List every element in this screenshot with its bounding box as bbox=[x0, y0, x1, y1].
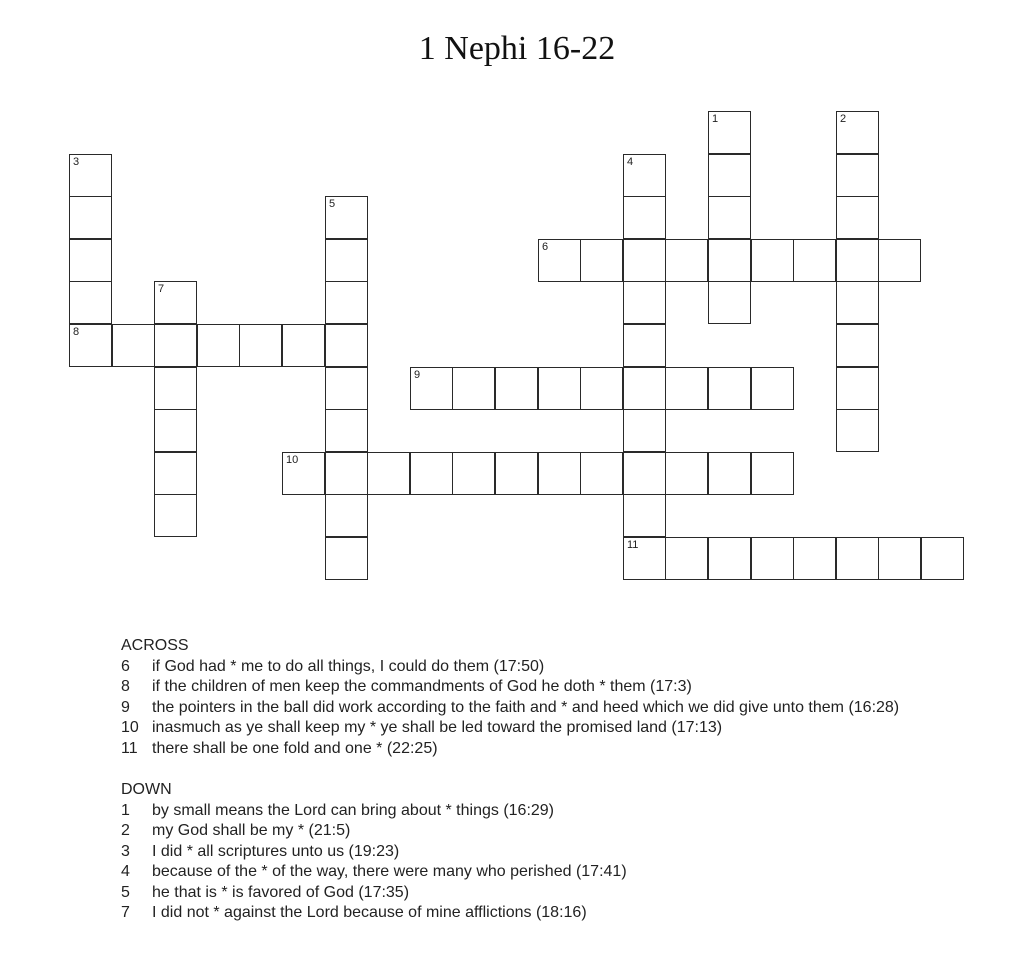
grid-cell[interactable] bbox=[282, 452, 325, 495]
grid-cell[interactable] bbox=[836, 281, 879, 324]
grid-cell[interactable] bbox=[580, 367, 623, 410]
grid-cell[interactable] bbox=[836, 324, 879, 367]
grid-cell[interactable] bbox=[751, 239, 794, 282]
grid-cell[interactable] bbox=[836, 537, 879, 580]
clue-text: if the children of men keep the commandments of God he doth * them (17:3) bbox=[152, 678, 692, 695]
grid-cell[interactable] bbox=[708, 154, 751, 197]
cell-number: 6 bbox=[542, 241, 549, 253]
grid-cell[interactable] bbox=[538, 452, 581, 495]
across-clue bbox=[121, 698, 941, 719]
clue-number: 1 bbox=[121, 801, 130, 819]
grid-cell[interactable] bbox=[665, 452, 708, 495]
grid-cell[interactable] bbox=[623, 494, 666, 537]
grid-cell[interactable] bbox=[69, 196, 112, 239]
grid-cell[interactable] bbox=[836, 409, 879, 452]
down-section bbox=[121, 780, 941, 924]
grid-cell[interactable] bbox=[623, 281, 666, 324]
grid-cell[interactable] bbox=[197, 324, 240, 367]
cell-number: 1 bbox=[712, 113, 719, 125]
down-clue bbox=[121, 842, 941, 863]
grid-cell[interactable] bbox=[793, 537, 836, 580]
grid-cell[interactable] bbox=[623, 239, 666, 282]
cell-number: 8 bbox=[73, 326, 80, 338]
grid-cell[interactable] bbox=[836, 111, 879, 154]
grid-cell[interactable] bbox=[69, 239, 112, 282]
down-clue-list bbox=[121, 801, 941, 924]
cell-number: 11 bbox=[627, 539, 639, 551]
clue-text: my God shall be my * (21:5) bbox=[152, 822, 351, 839]
grid-cell[interactable] bbox=[325, 281, 368, 324]
across-section bbox=[121, 636, 941, 759]
grid-cell[interactable] bbox=[623, 452, 666, 495]
grid-cell[interactable] bbox=[665, 537, 708, 580]
grid-cell[interactable] bbox=[538, 367, 581, 410]
clue-number: 11 bbox=[121, 739, 138, 757]
grid-cell[interactable] bbox=[708, 111, 751, 154]
cell-number: 9 bbox=[414, 369, 421, 381]
clue-text: he that is * is favored of God (17:35) bbox=[152, 883, 410, 901]
grid-cell[interactable] bbox=[665, 239, 708, 282]
grid-cell[interactable] bbox=[410, 367, 453, 410]
grid-cell[interactable] bbox=[112, 324, 155, 367]
clue-text: inasmuch as ye shall keep my * ye shall be led toward the promised land (17:13) bbox=[152, 719, 723, 736]
grid-cell[interactable] bbox=[325, 196, 368, 239]
grid-cell[interactable] bbox=[878, 239, 921, 282]
grid-cell[interactable] bbox=[69, 324, 112, 367]
grid-cell[interactable] bbox=[154, 494, 197, 537]
grid-cell[interactable] bbox=[580, 452, 623, 495]
across-clue bbox=[121, 657, 941, 678]
puzzle-title: 1 Nephi 16-22 bbox=[418, 30, 616, 67]
grid-cell[interactable] bbox=[538, 239, 581, 282]
grid-cell[interactable] bbox=[495, 367, 538, 410]
grid-cell[interactable] bbox=[325, 452, 368, 495]
clue-text: there shall be one fold and one * (22:25) bbox=[152, 739, 438, 757]
grid-cell[interactable] bbox=[623, 154, 666, 197]
grid-cell[interactable] bbox=[751, 452, 794, 495]
down-clue bbox=[121, 883, 941, 904]
clue-text: by small means the Lord can bring about * things (16:29) bbox=[152, 801, 555, 819]
clue-number: 3 bbox=[121, 842, 130, 860]
grid-cell[interactable] bbox=[239, 324, 282, 367]
clue-number: 10 bbox=[121, 719, 139, 736]
grid-cell[interactable] bbox=[708, 239, 751, 282]
grid-cell[interactable] bbox=[69, 281, 112, 324]
across-clue-list bbox=[121, 657, 941, 760]
grid-cell[interactable] bbox=[708, 452, 751, 495]
clue-number: 9 bbox=[121, 698, 130, 716]
cell-number: 3 bbox=[73, 156, 80, 168]
grid-cell[interactable] bbox=[495, 452, 538, 495]
down-heading: DOWN bbox=[121, 781, 172, 798]
grid-cell[interactable] bbox=[623, 409, 666, 452]
grid-cell[interactable] bbox=[154, 452, 197, 495]
grid-cell[interactable] bbox=[154, 324, 197, 367]
clue-number: 7 bbox=[121, 904, 130, 921]
grid-cell[interactable] bbox=[623, 196, 666, 239]
clue-number: 4 bbox=[121, 863, 130, 880]
across-clue bbox=[121, 739, 941, 760]
grid-cell[interactable] bbox=[836, 367, 879, 410]
grid-cell[interactable] bbox=[580, 239, 623, 282]
clue-text: I did * all scriptures unto us (19:23) bbox=[152, 842, 400, 860]
down-clue bbox=[121, 903, 941, 924]
clue-number: 8 bbox=[121, 678, 130, 695]
clues-panel bbox=[121, 636, 941, 924]
across-clue bbox=[121, 718, 941, 739]
grid-cell[interactable] bbox=[751, 537, 794, 580]
cell-number: 2 bbox=[840, 113, 847, 125]
grid-cell[interactable] bbox=[751, 367, 794, 410]
grid-cell[interactable] bbox=[367, 452, 410, 495]
clue-text: if God had * me to do all things, I could do them (17:50) bbox=[152, 657, 545, 675]
grid-cell[interactable] bbox=[154, 409, 197, 452]
grid-cell[interactable] bbox=[623, 537, 666, 580]
grid-cell[interactable] bbox=[325, 494, 368, 537]
grid-cell[interactable] bbox=[623, 367, 666, 410]
grid-cell[interactable] bbox=[154, 367, 197, 410]
grid-cell[interactable] bbox=[325, 239, 368, 282]
grid-cell[interactable] bbox=[325, 367, 368, 410]
clue-text: I did not * against the Lord because of mine afflictions (18:16) bbox=[152, 904, 587, 921]
grid-cell[interactable] bbox=[708, 367, 751, 410]
grid-cell[interactable] bbox=[836, 196, 879, 239]
clue-text: because of the * of the way, there were many who perished (17:41) bbox=[152, 863, 627, 880]
grid-cell[interactable] bbox=[69, 154, 112, 197]
grid-cell[interactable] bbox=[410, 452, 453, 495]
cell-number: 4 bbox=[627, 156, 634, 168]
grid-cell[interactable] bbox=[708, 281, 751, 324]
clue-number: 6 bbox=[121, 657, 130, 675]
across-clue bbox=[121, 677, 941, 698]
down-clue bbox=[121, 862, 941, 883]
cell-number: 5 bbox=[329, 198, 336, 210]
grid-cell[interactable] bbox=[836, 154, 879, 197]
grid-cell[interactable] bbox=[921, 537, 964, 580]
grid-cell[interactable] bbox=[154, 281, 197, 324]
cell-number: 10 bbox=[286, 454, 299, 466]
clue-text: the pointers in the ball did work according to the faith and * and heed which we did give unto them (16:28) bbox=[152, 698, 900, 716]
down-clue bbox=[121, 821, 941, 842]
grid-cell[interactable] bbox=[878, 537, 921, 580]
clue-number: 2 bbox=[121, 822, 130, 839]
grid-cell[interactable] bbox=[793, 239, 836, 282]
clue-number: 5 bbox=[121, 883, 130, 901]
grid-cell[interactable] bbox=[836, 239, 879, 282]
grid-cell[interactable] bbox=[325, 324, 368, 367]
grid-cell[interactable] bbox=[452, 452, 495, 495]
down-clue bbox=[121, 801, 941, 822]
grid-cell[interactable] bbox=[708, 537, 751, 580]
grid-cell[interactable] bbox=[325, 409, 368, 452]
grid-cell[interactable] bbox=[708, 196, 751, 239]
grid-cell[interactable] bbox=[623, 324, 666, 367]
grid-cell[interactable] bbox=[282, 324, 325, 367]
grid-cell[interactable] bbox=[325, 537, 368, 580]
grid-cell[interactable] bbox=[452, 367, 495, 410]
cell-number: 7 bbox=[158, 283, 165, 295]
across-heading: ACROSS bbox=[121, 637, 189, 654]
grid-cell[interactable] bbox=[665, 367, 708, 410]
